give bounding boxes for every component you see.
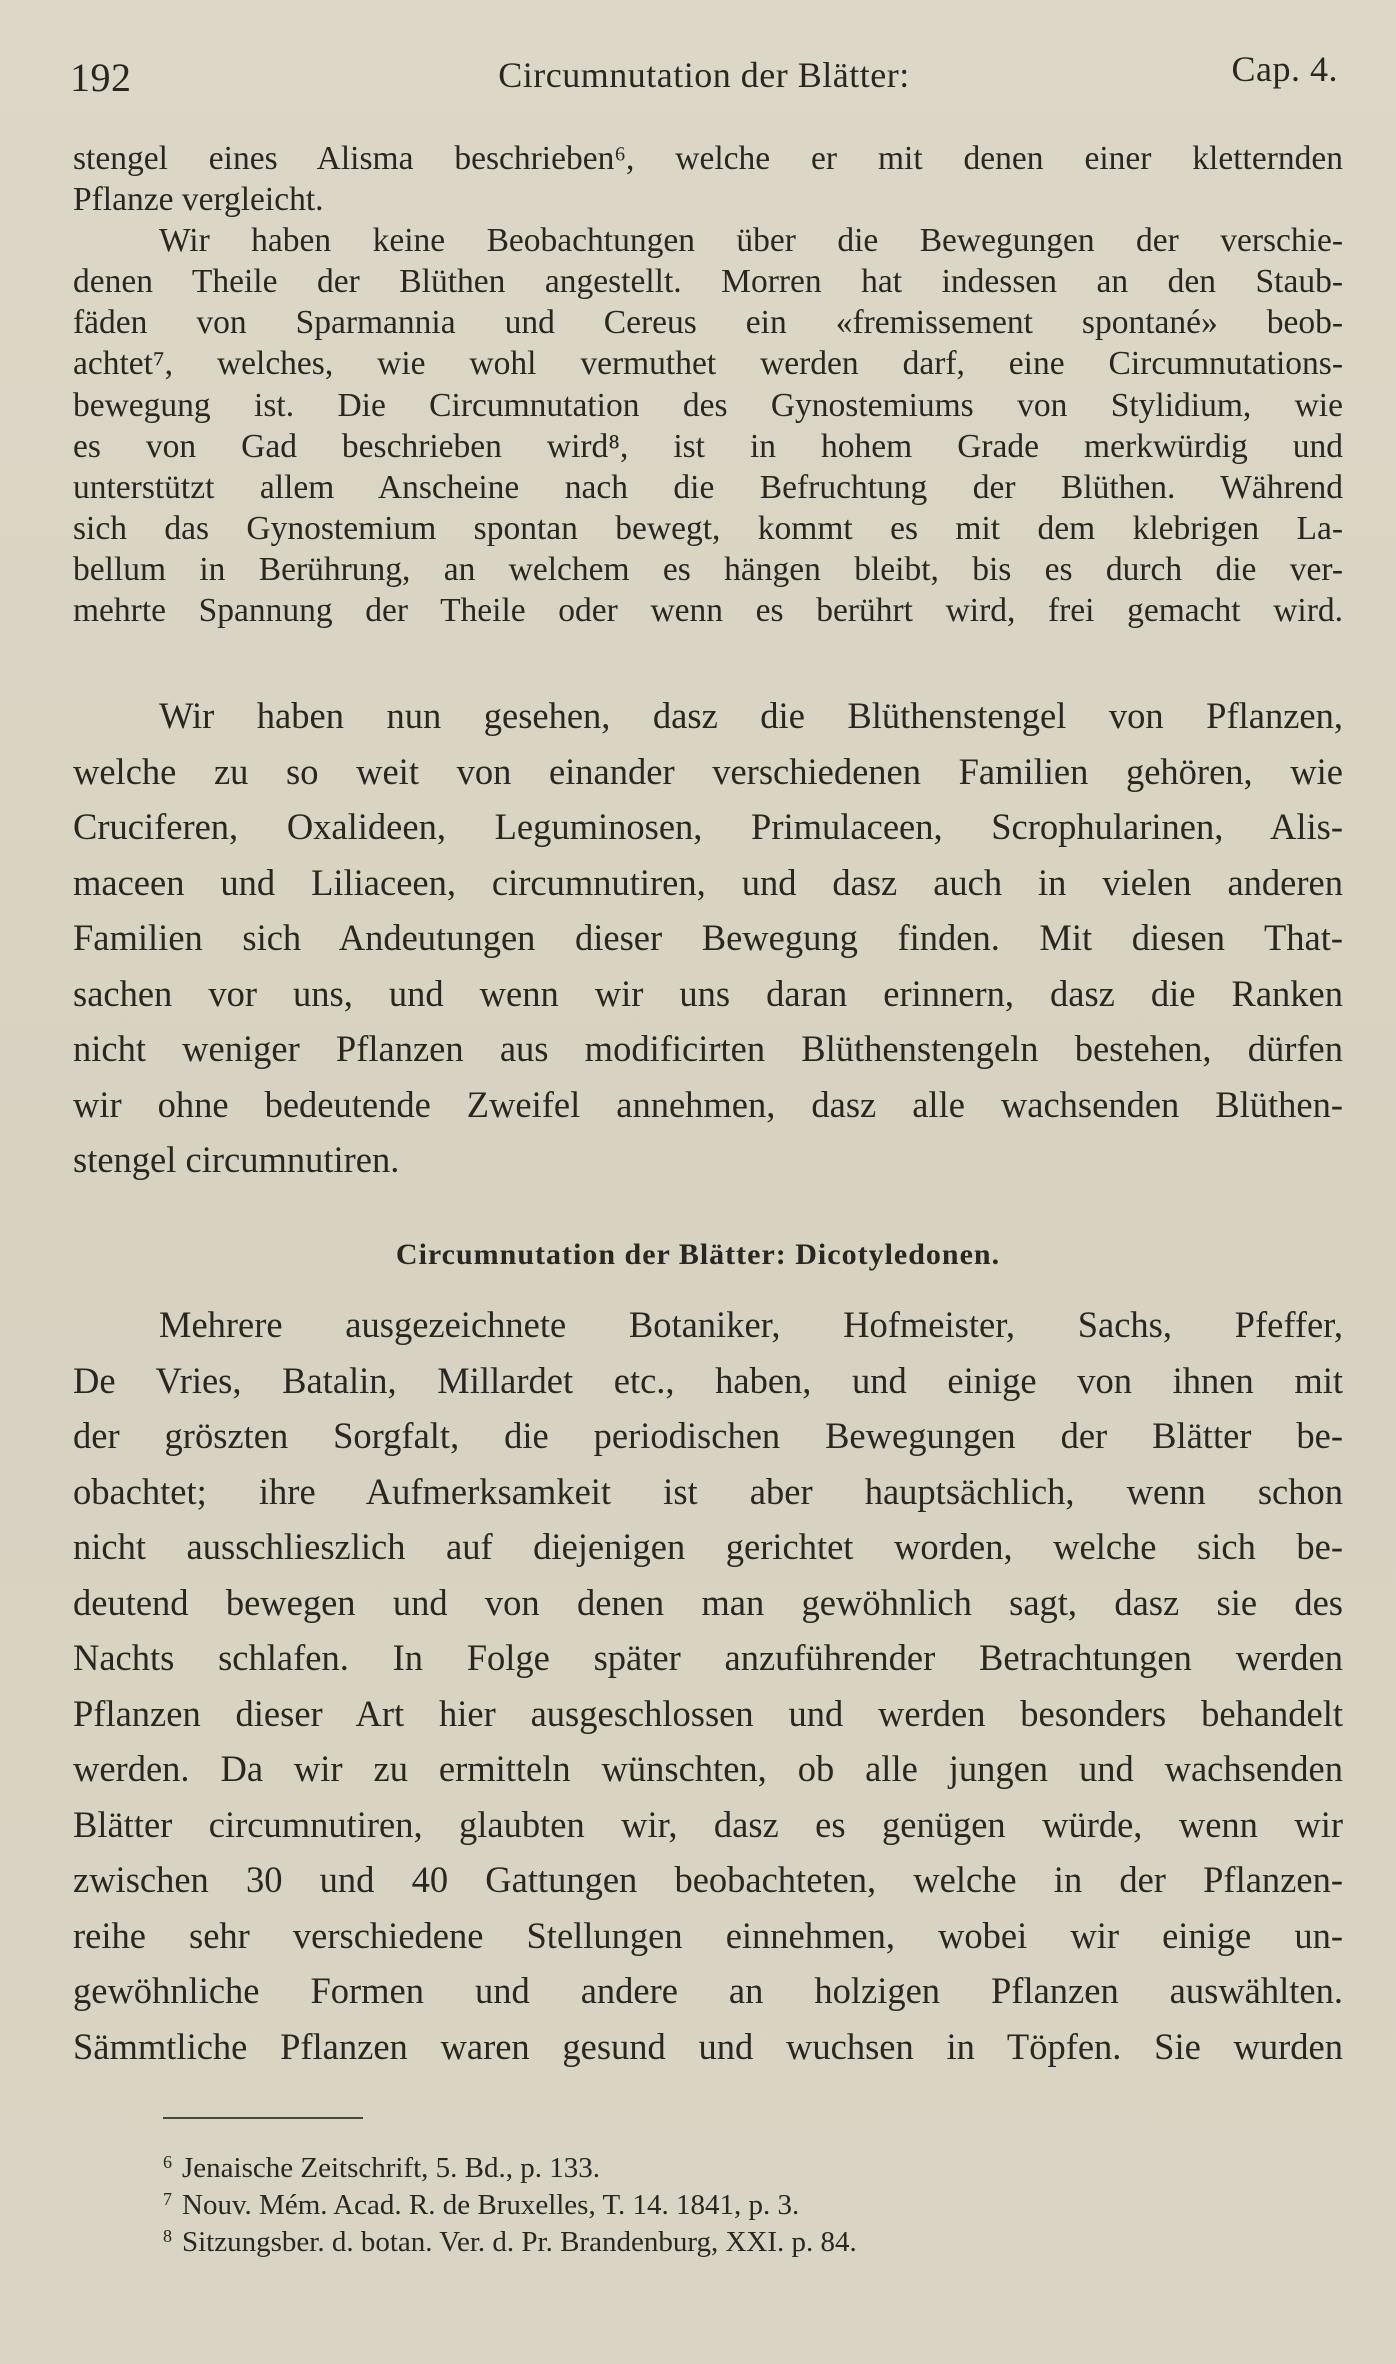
footnotes — [163, 2147, 857, 2258]
footnote-divider — [163, 2117, 363, 2119]
page-header — [70, 48, 1338, 98]
text-line: obachtet; ihre Aufmerksamkeit ist aber hauptsächlich, wenn schon — [73, 1470, 1343, 1512]
text-line: stengel eines Alisma beschrieben⁶, welche er mit denen einer kletternden — [73, 140, 1343, 177]
text-line: Pflanze vergleicht. — [73, 181, 324, 219]
footnote-text: Sitzungsber. d. botan. Ver. d. Pr. Brandenburg, XXI. p. 84. — [182, 2226, 857, 2258]
text-line: Mehrere ausgezeichnete Botaniker, Hofmeister, Sachs, Pfeffer, — [159, 1304, 1343, 1345]
text-line: bewegung ist. Die Circumnutation des Gynostemiums von Stylidium, wie — [73, 386, 1343, 424]
footnote-mark: 8 — [163, 2226, 172, 2246]
footnote-text: Jenaische Zeitschrift, 5. Bd., p. 133. — [182, 2152, 600, 2184]
text-line: nicht ausschlieszlich auf diejenigen gerichtet worden, welche sich be- — [73, 1526, 1343, 1567]
text-line: mehrte Spannung der Theile oder wenn es berührt wird, frei gemacht wird. — [73, 592, 1343, 630]
text-line: werden. Da wir zu ermitteln wünschten, ob alle jungen und wachsenden — [73, 1748, 1343, 1789]
paragraph-summary — [73, 688, 1343, 1188]
text-line: gewöhnliche Formen und andere an holzigen Pflanzen auswählten. — [73, 1970, 1343, 2011]
running-title: Circumnutation der Blätter: — [498, 55, 910, 95]
text-line: Wir haben nun gesehen, dasz die Blüthenstengel von Pflanzen, — [159, 695, 1343, 736]
footnote — [163, 2221, 857, 2258]
text-line: wir ohne bedeutende Zweifel annehmen, dasz alle wachsenden Blüthen- — [73, 1083, 1343, 1125]
text-line: Nachts schlafen. In Folge später anzuführender Betrachtungen werden — [73, 1637, 1343, 1678]
text-line: Familien sich Andeutungen dieser Bewegung finden. Mit diesen That- — [73, 917, 1343, 958]
footnote — [163, 2147, 857, 2184]
text-line: maceen und Liliaceen, circumnutiren, und dasz auch in vielen anderen — [73, 861, 1343, 903]
paragraph-leaves — [73, 1297, 1343, 2074]
text-line: zwischen 30 und 40 Gattungen beobachteten, welche in der Pflanzen- — [73, 1859, 1343, 1900]
text-line: achtet⁷, welches, wie wohl vermuthet werden darf, eine Circumnutations- — [73, 345, 1343, 383]
text-line: denen Theile der Blüthen angestellt. Morren hat indessen an den Staub- — [73, 263, 1343, 301]
text-line: Wir haben keine Beobachtungen über die Bewegungen der verschie- — [159, 222, 1343, 260]
text-line: deutend bewegen und von denen man gewöhnlich sagt, dasz sie des — [73, 1581, 1343, 1623]
text-line: es von Gad beschrieben wird⁸, ist in hohem Grade merkwürdig und — [73, 427, 1343, 465]
text-line: stengel circumnutiren. — [73, 1139, 400, 1180]
text-line: Blätter circumnutiren, glaubten wir, dasz es genügen würde, wenn wir — [73, 1803, 1343, 1845]
text-line: reihe sehr verschiedene Stellungen einnehmen, wobei wir einige un- — [73, 1914, 1343, 1956]
text-line: unterstützt allem Anscheine nach die Befruchtung der Blüthen. Während — [73, 468, 1343, 506]
chapter-label: Cap. 4. — [1231, 49, 1338, 89]
footnote-mark: 6 — [163, 2152, 172, 2172]
section-heading: Circumnutation der Blätter: Dicotyledonen. — [395, 1238, 1001, 1271]
footnote-text: Nouv. Mém. Acad. R. de Bruxelles, T. 14. 1841, p. 3. — [182, 2189, 800, 2221]
text-line: Sämmtliche Pflanzen waren gesund und wuchsen in Töpfen. Sie wurden — [73, 2025, 1343, 2067]
text-line: nicht weniger Pflanzen aus modificirten Blüthenstengeln bestehen, dürfen — [73, 1028, 1343, 1069]
text-line: Cruciferen, Oxalideen, Leguminosen, Primulaceen, Scrophularinen, Alis- — [73, 806, 1343, 847]
footnote-mark: 7 — [163, 2189, 172, 2209]
text-line: sachen vor uns, und wenn wir uns daran erinnern, dasz die Ranken — [73, 972, 1343, 1014]
text-line: der gröszten Sorgfalt, die periodischen Bewegungen der Blätter be- — [73, 1415, 1343, 1456]
page-number: 192 — [70, 55, 132, 100]
text-line: De Vries, Batalin, Millardet etc., haben, und einige von ihnen mit — [73, 1359, 1343, 1401]
paragraph-flowers — [73, 138, 1343, 631]
footnote — [163, 2184, 857, 2221]
text-line: Pflanzen dieser Art hier ausgeschlossen und werden besonders behandelt — [73, 1692, 1343, 1734]
text-line: welche zu so weit von einander verschiedenen Familien gehören, wie — [73, 750, 1343, 792]
text-line: sich das Gynostemium spontan bewegt, kommt es mit dem klebrigen La- — [73, 509, 1343, 547]
text-line: fäden von Sparmannia und Cereus ein «fremissement spontané» beob- — [73, 304, 1343, 342]
text-line: bellum in Berührung, an welchem es hängen bleibt, bis es durch die ver- — [73, 550, 1343, 588]
